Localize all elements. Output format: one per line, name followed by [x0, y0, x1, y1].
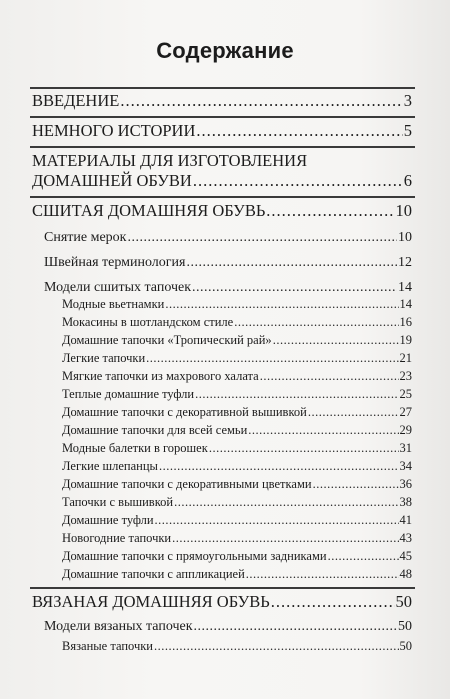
toc-page-number: 14	[399, 297, 412, 311]
dot-leader	[172, 531, 398, 546]
dot-leader	[266, 201, 394, 221]
toc-entry-title: Модели вязаных тапочек	[44, 619, 193, 634]
toc-page-number: 14	[398, 280, 412, 295]
toc-entry-title: Домашние тапочки с аппликацией	[62, 567, 245, 581]
toc-page-number: 27	[399, 405, 412, 419]
toc-page-number: 31	[399, 441, 412, 455]
toc-page-number: 19	[399, 333, 412, 347]
toc-entry-title: Домашние тапочки с декоративной вышивкой	[62, 405, 307, 419]
toc-entry-title: ВВЕДЕНИЕ	[32, 91, 120, 110]
toc-page-number: 3	[403, 91, 412, 110]
toc-entry-title: Легкие шлепанцы	[62, 459, 158, 473]
dot-leader	[165, 297, 398, 312]
toc-entry-title: Вязаные тапочки	[62, 639, 153, 653]
toc-entry-subsection[interactable]	[62, 513, 412, 528]
dot-leader	[196, 121, 402, 141]
toc-page-number: 38	[399, 495, 412, 509]
toc-entry-line2	[32, 171, 412, 191]
toc-page-number: 10	[395, 201, 412, 220]
toc-page-number: 6	[403, 171, 412, 190]
toc-entry-subsection[interactable]	[62, 387, 412, 402]
toc-entry-subsection[interactable]	[62, 459, 412, 474]
toc-entry-title: Модные вьетнамки	[62, 297, 165, 311]
dot-leader	[246, 567, 399, 582]
dot-leader	[248, 423, 398, 438]
toc-entry-section[interactable]	[44, 280, 412, 296]
toc-page-number: 50	[398, 619, 412, 634]
toc-entry-title: Легкие тапочки	[62, 351, 146, 365]
dot-leader	[127, 230, 397, 246]
toc-entry-section[interactable]	[44, 619, 412, 635]
toc-entry-subsection[interactable]	[62, 423, 412, 438]
toc-page-number: 41	[399, 513, 412, 527]
toc-page-number: 36	[399, 477, 412, 491]
toc-entry-subsection[interactable]	[62, 315, 412, 330]
dot-leader	[146, 351, 398, 366]
toc-page-number: 29	[399, 423, 412, 437]
toc-page-number: 10	[398, 230, 412, 245]
toc-entry-title: Модные балетки в горошек	[62, 441, 208, 455]
toc-entry-title: Домашние тапочки с прямоугольными задниками	[62, 549, 327, 563]
toc-page-number: 43	[399, 531, 412, 545]
toc-entry-title: Теплые домашние туфли	[62, 387, 195, 401]
toc-entry-title: Мокасины в шотландском стиле	[62, 315, 234, 329]
dot-leader	[174, 495, 398, 510]
toc-entry-subsection[interactable]	[62, 549, 412, 564]
section-divider	[30, 146, 415, 148]
toc-entry-title: Швейная терминология	[44, 255, 186, 270]
toc-page-number: 21	[399, 351, 412, 365]
toc-entry-subsection[interactable]	[62, 477, 412, 492]
dot-leader	[195, 387, 398, 402]
toc-entry-title: Домашние тапочки с декоративными цветками	[62, 477, 312, 491]
toc-page-number: 5	[403, 121, 412, 140]
toc-entry-title-line2: ДОМАШНЕЙ ОБУВИ	[32, 171, 192, 190]
dot-leader	[120, 91, 402, 111]
toc-entry-title: Домашние туфли	[62, 513, 154, 527]
toc-page-number: 16	[399, 315, 412, 329]
toc-entry-subsection[interactable]	[62, 351, 412, 366]
section-divider	[30, 196, 415, 198]
dot-leader	[192, 280, 397, 296]
toc-entry-title: Модели сшитых тапочек	[44, 280, 192, 295]
dot-leader	[328, 549, 399, 564]
toc-entry-subsection[interactable]	[62, 495, 412, 510]
toc-page-number: 50	[395, 592, 412, 611]
toc-entry-title: Домашние тапочки для всей семьи	[62, 423, 248, 437]
page-title: Содержание	[156, 38, 294, 63]
toc-entry-subsection[interactable]	[62, 405, 412, 420]
section-divider	[30, 116, 415, 118]
dot-leader	[234, 315, 398, 330]
toc-entry-title: Новогодние тапочки	[62, 531, 172, 545]
toc-entry-subsection[interactable]	[62, 639, 412, 654]
section-divider	[30, 87, 415, 89]
toc-entry-subsection[interactable]	[62, 369, 412, 384]
toc-entry-chapter[interactable]	[32, 91, 412, 111]
toc-entry-subsection[interactable]	[62, 441, 412, 456]
toc-page-number: 45	[399, 549, 412, 563]
dot-leader	[313, 477, 399, 492]
toc-entry-title: Тапочки с вышивкой	[62, 495, 174, 509]
section-divider	[30, 587, 415, 589]
toc-entry-section[interactable]	[44, 255, 412, 271]
toc-page-number: 48	[399, 567, 412, 581]
dot-leader	[271, 592, 395, 612]
dot-leader	[194, 619, 397, 635]
toc-entry-title: ВЯЗАНАЯ ДОМАШНЯЯ ОБУВЬ	[32, 592, 270, 611]
toc-entry-chapter[interactable]	[32, 121, 412, 141]
dot-leader	[193, 171, 403, 191]
toc-entry-subsection[interactable]	[62, 531, 412, 546]
toc-entry-chapter[interactable]	[32, 592, 412, 612]
dot-leader	[273, 333, 399, 348]
toc-page-number: 50	[399, 639, 412, 653]
toc-entry-chapter[interactable]	[32, 201, 412, 221]
toc-entry-title: Снятие мерок	[44, 230, 127, 245]
dot-leader	[308, 405, 399, 420]
dot-leader	[154, 639, 399, 654]
toc-page-number: 23	[399, 369, 412, 383]
toc-entry-subsection[interactable]	[62, 567, 412, 582]
toc-entry-title: Мягкие тапочки из махрового халата	[62, 369, 259, 383]
toc-entry-title: СШИТАЯ ДОМАШНЯЯ ОБУВЬ	[32, 201, 266, 220]
toc-page-number: 34	[399, 459, 412, 473]
toc-entry-title: Домашние тапочки «Тропический рай»	[62, 333, 272, 347]
dot-leader	[159, 459, 399, 474]
toc-entry-title-line1: МАТЕРИАЛЫ ДЛЯ ИЗГОТОВЛЕНИЯ	[32, 151, 308, 170]
toc-entry-title: НЕМНОГО ИСТОРИИ	[32, 121, 196, 140]
dot-leader	[155, 513, 399, 528]
toc-page-number: 12	[398, 255, 412, 270]
dot-leader	[209, 441, 399, 456]
toc-entry-chapter[interactable]	[32, 151, 412, 191]
dot-leader	[186, 255, 397, 271]
toc-entry-subsection[interactable]	[62, 333, 412, 348]
toc-page-number: 25	[399, 387, 412, 401]
dot-leader	[260, 369, 399, 384]
toc-entry-section[interactable]	[44, 230, 412, 246]
toc-entry-subsection[interactable]	[62, 297, 412, 312]
